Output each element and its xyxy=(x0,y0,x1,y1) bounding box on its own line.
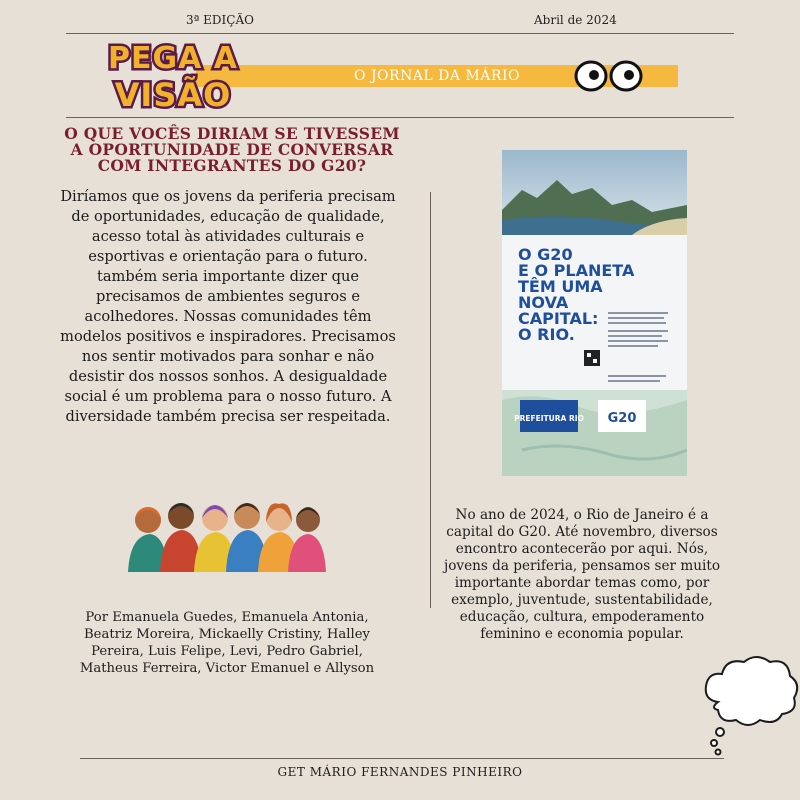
poster-line-6: O RIO. xyxy=(518,325,575,344)
g20-poster-image xyxy=(502,150,687,476)
article-headline: O QUE VOCÊS DIRIAM SE TIVESSEM A OPORTUNIDADE DE CONVERSAR COM INTEGRANTES DO G20? xyxy=(64,124,400,175)
header-rule xyxy=(66,117,734,118)
top-rule xyxy=(66,33,734,34)
poster-line-1: O G20 xyxy=(518,245,573,264)
poster-line-3: TÊM UMA xyxy=(518,277,603,296)
date-label: Abril de 2024 xyxy=(534,13,617,27)
eyes-icon xyxy=(573,59,645,93)
article-authors: Por Emanuela Guedes, Emanuela Antonia, Beatriz Moreira, Mickaelly Cristiny, Halley Pereira, Luis Felipe, Levi, Pedro Gabriel, Matheus Ferreira, Victor Emanuel e Allyson xyxy=(79,610,375,676)
poster-g20-label: G20 xyxy=(607,411,637,426)
poster-line-5: CAPITAL: xyxy=(518,309,599,328)
logo-line1: PEGA A xyxy=(108,41,238,76)
article-body: Diríamos que os jovens da periferia precisam de oportunidades, educação de qualidade, acesso total às atividades culturais e esportivas e orientação para o futuro. também seria importante dizer que precisamos de ambientes seguros e acolhedores. Nossas comunidades têm modelos positivos e inspiradores. Precisamos nos sentir motivados para sonhar e não desistir dos nossos sonhos. A desigualdade social é um problema para o nosso futuro. A diversidade também precisa ser respeitada. xyxy=(60,188,396,425)
column-divider xyxy=(430,192,431,608)
banner-title: O JORNAL DA MÁRIO xyxy=(354,68,520,84)
edition-label: 3ª EDIÇÃO xyxy=(186,13,254,27)
sidebar-text: No ano de 2024, o Rio de Janeiro é a capital do G20. Até novembro, diversos encontro acontecerão por aqui. Nós, jovens da periferia, pensamos ser muito importante abordar temas como, por exemplo, juventude, sustentabilidade, educação, cultura, empoderamento feminino e economia popular. xyxy=(444,507,720,642)
logo-line2: VISÃO xyxy=(114,76,232,114)
poster-prefeitura-label: PREFEITURA RIO xyxy=(514,414,584,423)
footer-text: GET MÁRIO FERNANDES PINHEIRO xyxy=(277,765,523,779)
poster-line-4: NOVA xyxy=(518,293,569,312)
footer-rule xyxy=(80,758,724,759)
pega-a-visao-logo xyxy=(103,36,243,116)
poster-line-2: E O PLANETA xyxy=(518,261,635,280)
qr-code-icon xyxy=(584,350,600,366)
people-hugging-illustration xyxy=(120,496,326,572)
thought-cloud-icon xyxy=(690,650,800,760)
